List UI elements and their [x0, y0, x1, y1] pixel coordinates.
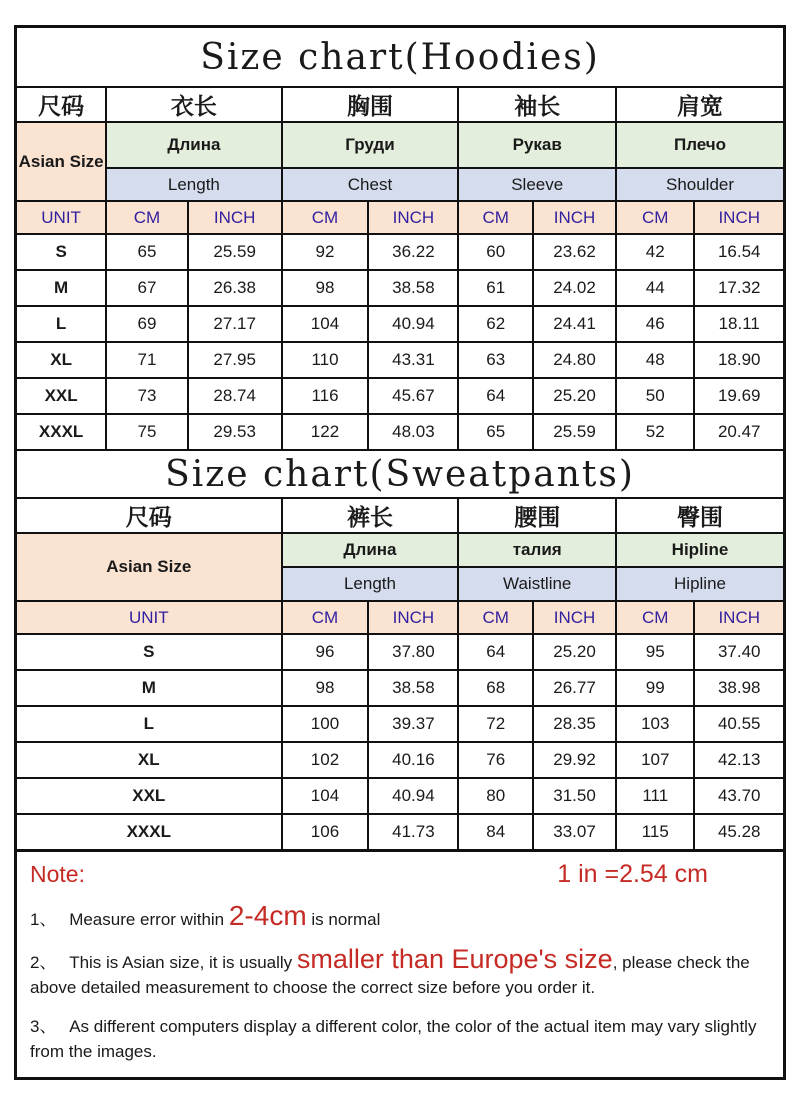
unit-inch-cell: INCH — [188, 201, 282, 234]
value-cell: 25.20 — [533, 378, 616, 414]
value-cell: 27.17 — [188, 306, 282, 342]
value-cell: 28.35 — [533, 706, 616, 742]
en-header-length: Length — [106, 168, 281, 201]
value-cell: 46 — [616, 306, 694, 342]
unit-inch-cell: INCH — [694, 201, 784, 234]
value-cell: 64 — [458, 378, 533, 414]
note-3-number: 3、 — [30, 1016, 57, 1036]
value-cell: 41.73 — [368, 814, 458, 851]
value-cell: 64 — [458, 634, 533, 670]
value-cell: 116 — [282, 378, 369, 414]
en-header-waistline: Waistline — [458, 567, 616, 601]
value-cell: 92 — [282, 234, 369, 270]
table-row — [16, 634, 785, 670]
sweatpants-ru-header-row — [16, 533, 785, 567]
value-cell: 26.38 — [188, 270, 282, 306]
value-cell: 115 — [616, 814, 694, 851]
cn-header-chest: 胸围 — [282, 87, 459, 122]
value-cell: 36.22 — [368, 234, 458, 270]
cn-header-sleeve: 袖长 — [458, 87, 616, 122]
table-row — [16, 742, 785, 778]
value-cell: 24.02 — [533, 270, 616, 306]
value-cell: 50 — [616, 378, 694, 414]
value-cell: 43.70 — [694, 778, 784, 814]
value-cell: 38.98 — [694, 670, 784, 706]
value-cell: 110 — [282, 342, 369, 378]
value-cell: 40.16 — [368, 742, 458, 778]
en-header-shoulder: Shoulder — [616, 168, 784, 201]
value-cell: 29.92 — [533, 742, 616, 778]
table-row — [16, 234, 785, 270]
unit-cm-cell: CM — [282, 601, 369, 634]
value-cell: 38.58 — [368, 670, 458, 706]
value-cell: 122 — [282, 414, 369, 450]
ru-header-hipline: Hipline — [616, 533, 784, 567]
value-cell: 44 — [616, 270, 694, 306]
size-cell: XL — [16, 742, 282, 778]
value-cell: 25.59 — [188, 234, 282, 270]
size-cell: M — [16, 270, 107, 306]
en-header-length: Length — [282, 567, 459, 601]
size-chart-sheet — [14, 25, 786, 1080]
value-cell: 80 — [458, 778, 533, 814]
size-cell: L — [16, 306, 107, 342]
value-cell: 39.37 — [368, 706, 458, 742]
unit-cm-cell: CM — [458, 601, 533, 634]
value-cell: 104 — [282, 778, 369, 814]
size-cell: XXL — [16, 378, 107, 414]
note-box — [14, 849, 786, 1080]
value-cell: 31.50 — [533, 778, 616, 814]
value-cell: 62 — [458, 306, 533, 342]
size-cell: XXXL — [16, 814, 282, 851]
note-item-2 — [30, 943, 770, 1001]
note-2-highlight: smaller than Europe's size — [296, 943, 613, 974]
value-cell: 37.40 — [694, 634, 784, 670]
value-cell: 65 — [106, 234, 188, 270]
note-1-text-a: Measure error within — [64, 910, 229, 929]
hoodies-en-header-row — [16, 168, 785, 201]
note-item-1 — [30, 902, 770, 933]
en-header-hipline: Hipline — [616, 567, 784, 601]
value-cell: 98 — [282, 270, 369, 306]
hoodies-title: Size chart(Hoodies) — [16, 27, 785, 88]
value-cell: 75 — [106, 414, 188, 450]
unit-label-cell: UNIT — [16, 201, 107, 234]
unit-inch-cell: INCH — [694, 601, 784, 634]
value-cell: 28.74 — [188, 378, 282, 414]
value-cell: 18.90 — [694, 342, 784, 378]
ru-header-length: Длина — [282, 533, 459, 567]
value-cell: 16.54 — [694, 234, 784, 270]
value-cell: 100 — [282, 706, 369, 742]
value-cell: 69 — [106, 306, 188, 342]
hoodies-cn-header-row — [16, 87, 785, 122]
value-cell: 24.80 — [533, 342, 616, 378]
unit-label-cell: UNIT — [16, 601, 282, 634]
table-row — [16, 270, 785, 306]
unit-inch-cell: INCH — [533, 201, 616, 234]
value-cell: 17.32 — [694, 270, 784, 306]
value-cell: 76 — [458, 742, 533, 778]
hoodies-ru-header-row — [16, 122, 785, 168]
note-2-number: 2、 — [30, 952, 57, 972]
value-cell: 26.77 — [533, 670, 616, 706]
cn-header-hip: 臀围 — [616, 498, 784, 533]
value-cell: 42.13 — [694, 742, 784, 778]
note-1-text-b: is normal — [306, 910, 381, 929]
value-cell: 20.47 — [694, 414, 784, 450]
note-2-text-b: , please check the above detailed measurement to choose the correct size before you order it. — [30, 952, 750, 997]
value-cell: 68 — [458, 670, 533, 706]
value-cell: 45.28 — [694, 814, 784, 851]
value-cell: 65 — [458, 414, 533, 450]
value-cell: 67 — [106, 270, 188, 306]
value-cell: 61 — [458, 270, 533, 306]
sweatpants-unit-row — [16, 601, 785, 634]
value-cell: 48.03 — [368, 414, 458, 450]
value-cell: 38.58 — [368, 270, 458, 306]
unit-inch-cell: INCH — [368, 201, 458, 234]
value-cell: 37.80 — [368, 634, 458, 670]
en-header-chest: Chest — [282, 168, 459, 201]
value-cell: 95 — [616, 634, 694, 670]
value-cell: 23.62 — [533, 234, 616, 270]
value-cell: 71 — [106, 342, 188, 378]
sweatpants-asian-size-cell: Asian Size — [16, 533, 282, 601]
value-cell: 98 — [282, 670, 369, 706]
value-cell: 40.55 — [694, 706, 784, 742]
value-cell: 63 — [458, 342, 533, 378]
size-cell: M — [16, 670, 282, 706]
value-cell: 111 — [616, 778, 694, 814]
cn-header-shoulder: 肩宽 — [616, 87, 784, 122]
value-cell: 19.69 — [694, 378, 784, 414]
sweatpants-cn-header-row — [16, 498, 785, 533]
table-row — [16, 342, 785, 378]
value-cell: 48 — [616, 342, 694, 378]
inch-cm-conversion: 1 in =2.54 cm — [557, 860, 708, 888]
value-cell: 40.94 — [368, 778, 458, 814]
sweatpants-title-row — [16, 450, 785, 498]
value-cell: 45.67 — [368, 378, 458, 414]
value-cell: 27.95 — [188, 342, 282, 378]
value-cell: 25.20 — [533, 634, 616, 670]
cn-header-waist: 腰围 — [458, 498, 616, 533]
value-cell: 73 — [106, 378, 188, 414]
note-1-highlight: 2-4cm — [228, 900, 307, 931]
table-row — [16, 306, 785, 342]
value-cell: 104 — [282, 306, 369, 342]
unit-inch-cell: INCH — [533, 601, 616, 634]
size-cell: S — [16, 634, 282, 670]
value-cell: 99 — [616, 670, 694, 706]
sweatpants-title: Size chart(Sweatpants) — [16, 450, 785, 498]
value-cell: 102 — [282, 742, 369, 778]
note-item-3 — [30, 1014, 770, 1065]
table-row — [16, 670, 785, 706]
size-cell: XXL — [16, 778, 282, 814]
value-cell: 33.07 — [533, 814, 616, 851]
note-label: Note: — [30, 861, 85, 887]
cn-header-length: 衣长 — [106, 87, 281, 122]
hoodies-title-row — [16, 27, 785, 88]
ru-header-waistline: талия — [458, 533, 616, 567]
cn-header-pants-length: 裤长 — [282, 498, 459, 533]
note-2-text-a: This is Asian size, it is usually — [64, 952, 297, 972]
ru-header-chest: Груди — [282, 122, 459, 168]
hoodies-unit-row — [16, 201, 785, 234]
value-cell: 103 — [616, 706, 694, 742]
size-cell: L — [16, 706, 282, 742]
value-cell: 96 — [282, 634, 369, 670]
size-cell: S — [16, 234, 107, 270]
value-cell: 60 — [458, 234, 533, 270]
ru-header-sleeve: Рукав — [458, 122, 616, 168]
value-cell: 43.31 — [368, 342, 458, 378]
table-row — [16, 706, 785, 742]
size-chart-table — [14, 25, 786, 852]
cn-header-size: 尺码 — [16, 87, 107, 122]
value-cell: 107 — [616, 742, 694, 778]
cn-header-size: 尺码 — [16, 498, 282, 533]
unit-cm-cell: CM — [282, 201, 369, 234]
size-cell: XL — [16, 342, 107, 378]
note-1-number: 1、 — [30, 910, 57, 929]
unit-cm-cell: CM — [616, 601, 694, 634]
value-cell: 72 — [458, 706, 533, 742]
en-header-sleeve: Sleeve — [458, 168, 616, 201]
note-header — [30, 860, 770, 889]
ru-header-shoulder: Плечо — [616, 122, 784, 168]
value-cell: 42 — [616, 234, 694, 270]
value-cell: 25.59 — [533, 414, 616, 450]
table-row — [16, 378, 785, 414]
value-cell: 29.53 — [188, 414, 282, 450]
value-cell: 18.11 — [694, 306, 784, 342]
value-cell: 40.94 — [368, 306, 458, 342]
ru-header-length: Длина — [106, 122, 281, 168]
size-cell: XXXL — [16, 414, 107, 450]
table-row — [16, 814, 785, 851]
unit-cm-cell: CM — [458, 201, 533, 234]
value-cell: 106 — [282, 814, 369, 851]
table-row — [16, 778, 785, 814]
value-cell: 24.41 — [533, 306, 616, 342]
unit-cm-cell: CM — [616, 201, 694, 234]
unit-cm-cell: CM — [106, 201, 188, 234]
value-cell: 52 — [616, 414, 694, 450]
note-3-text: As different computers display a different color, the color of the actual item may vary slightly from the images. — [30, 1016, 757, 1061]
unit-inch-cell: INCH — [368, 601, 458, 634]
table-row — [16, 414, 785, 450]
hoodies-asian-size-cell: Asian Size — [16, 122, 107, 201]
value-cell: 84 — [458, 814, 533, 851]
